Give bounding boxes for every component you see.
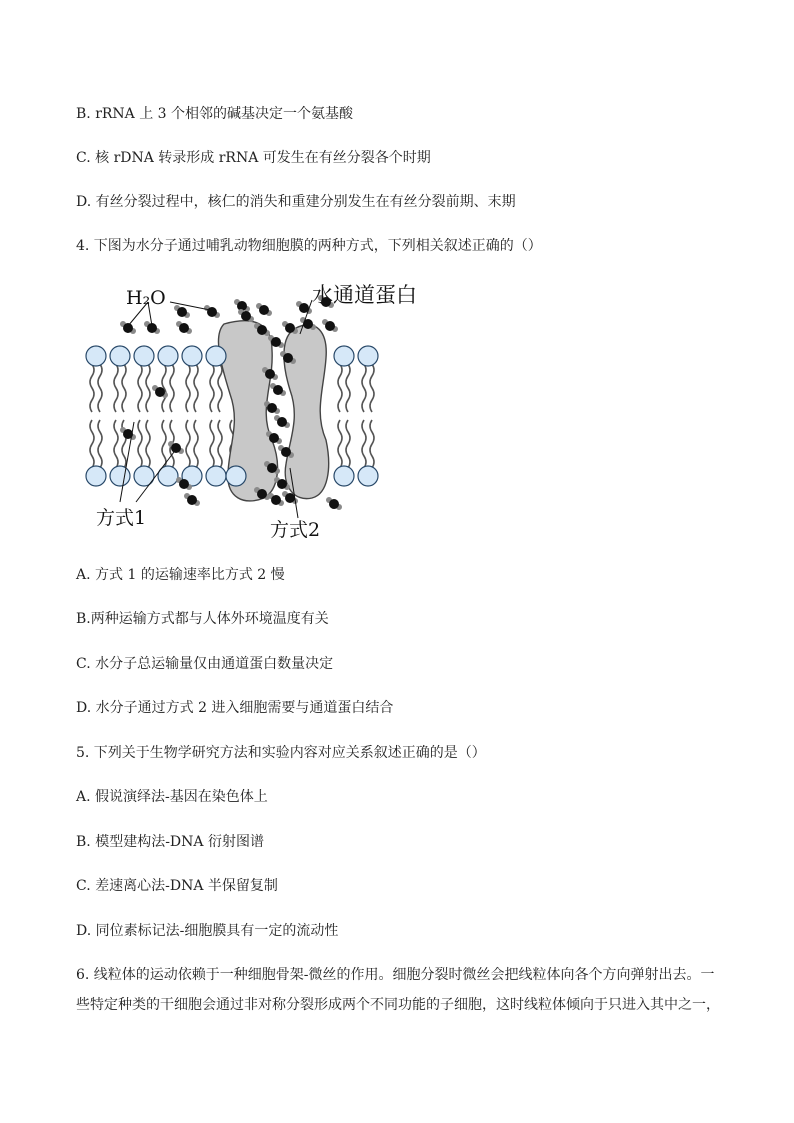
phospholipid-head: [86, 346, 106, 366]
phospholipid-head: [110, 466, 130, 486]
label-way-1: 方式1: [96, 507, 147, 529]
lipid-tail: [90, 420, 94, 468]
lipid-tail: [90, 364, 94, 412]
phospholipid-head: [358, 466, 378, 486]
lipid-tail: [186, 364, 190, 412]
water-molecule: [144, 321, 160, 334]
water-molecule: [322, 319, 338, 332]
phospholipid-head: [110, 346, 130, 366]
lipid-tail: [114, 364, 118, 412]
phospholipid-head: [226, 466, 246, 486]
phospholipid-head: [206, 346, 226, 366]
lipid-tail: [210, 364, 214, 412]
lipid-tail: [98, 420, 102, 468]
water-molecule: [326, 497, 342, 510]
lipid-tail: [194, 364, 198, 412]
water-molecule: [268, 493, 284, 506]
lipid-tail: [338, 364, 342, 412]
phospholipid-head: [134, 346, 154, 366]
lipid-tail: [218, 420, 222, 468]
lipid-tail: [362, 364, 366, 412]
lipid-tail: [218, 364, 222, 412]
lipid-tail: [162, 420, 166, 468]
water-molecule: [184, 493, 200, 506]
water-molecule: [256, 303, 272, 316]
lipid-tail: [338, 420, 342, 468]
phospholipid-head: [334, 466, 354, 486]
water-molecule: [120, 427, 136, 440]
q4-option-c: C. 水分子总运输量仅由通道蛋白数量决定: [76, 656, 334, 672]
membrane-water-transport-figure: [76, 272, 417, 544]
phospholipid-head: [334, 346, 354, 366]
lipid-tail: [138, 420, 142, 468]
water-molecule: [120, 321, 136, 334]
q4-option-a: A. 方式 1 的运输速率比方式 2 慢: [76, 567, 285, 583]
q3-option-d: D. 有丝分裂过程中，核仁的消失和重建分别发生在有丝分裂前期、末期: [76, 194, 516, 210]
q3-option-b: B. rRNA 上 3 个相邻的碱基决定一个氨基酸: [76, 106, 354, 122]
lipid-tail: [98, 364, 102, 412]
label-way-2: 方式2: [270, 519, 321, 541]
water-molecule: [204, 305, 220, 318]
phospholipid-head: [206, 466, 226, 486]
phospholipid-head: [358, 346, 378, 366]
lipid-tail: [138, 364, 142, 412]
phospholipid-head: [158, 346, 178, 366]
lipid-tail: [346, 420, 350, 468]
q4-stem: 4. 下图为水分子通过哺乳动物细胞膜的两种方式，下列相关叙述正确的（）: [76, 238, 542, 254]
q5-option-d: D. 同位素标记法-细胞膜具有一定的流动性: [76, 923, 339, 939]
water-molecule: [274, 415, 290, 428]
phospholipid-head: [182, 346, 202, 366]
q6-stem: 6. 线粒体的运动依赖于一种细胞骨架-微丝的作用。细胞分裂时微丝会把线粒体向各个方向弹射出去。一些特定种类的干细胞会通过非对称分裂形成两个不同功能的子细胞，这时线粒体倾向于只进入其中之一，: [76, 967, 720, 1013]
q5-option-a: A. 假说演绎法-基因在染色体上: [76, 789, 268, 805]
lipid-tail: [370, 364, 374, 412]
lipid-tail: [122, 364, 126, 412]
q5-option-c: C. 差速离心法-DNA 半保留复制: [76, 878, 278, 894]
lipid-tail: [186, 420, 190, 468]
q5-stem: 5. 下列关于生物学研究方法和实验内容对应关系叙述正确的是（）: [76, 745, 486, 761]
lipid-tail: [370, 420, 374, 468]
lipid-tail: [346, 364, 350, 412]
q3-option-c: C. 核 rDNA 转录形成 rRNA 可发生在有丝分裂各个时期: [76, 150, 431, 166]
q4-option-b: B.两种运输方式都与人体外环境温度有关: [76, 611, 329, 627]
phospholipid-head: [86, 466, 106, 486]
q5-option-b: B. 模型建构法-DNA 衍射图谱: [76, 834, 264, 850]
label-aquaporin: 水通道蛋白: [312, 283, 417, 307]
water-molecule: [270, 383, 286, 396]
lipid-tail: [362, 420, 366, 468]
water-molecule: [174, 305, 190, 318]
lipid-tail: [146, 420, 150, 468]
lipid-tail: [146, 364, 150, 412]
lipid-tail: [194, 420, 198, 468]
water-molecule: [176, 321, 192, 334]
lipid-tail: [210, 420, 214, 468]
lipid-tail: [170, 364, 174, 412]
label-h2o: H₂O: [126, 287, 166, 309]
lipid-tail: [114, 420, 118, 468]
q4-option-d: D. 水分子通过方式 2 进入细胞需要与通道蛋白结合: [76, 700, 394, 716]
